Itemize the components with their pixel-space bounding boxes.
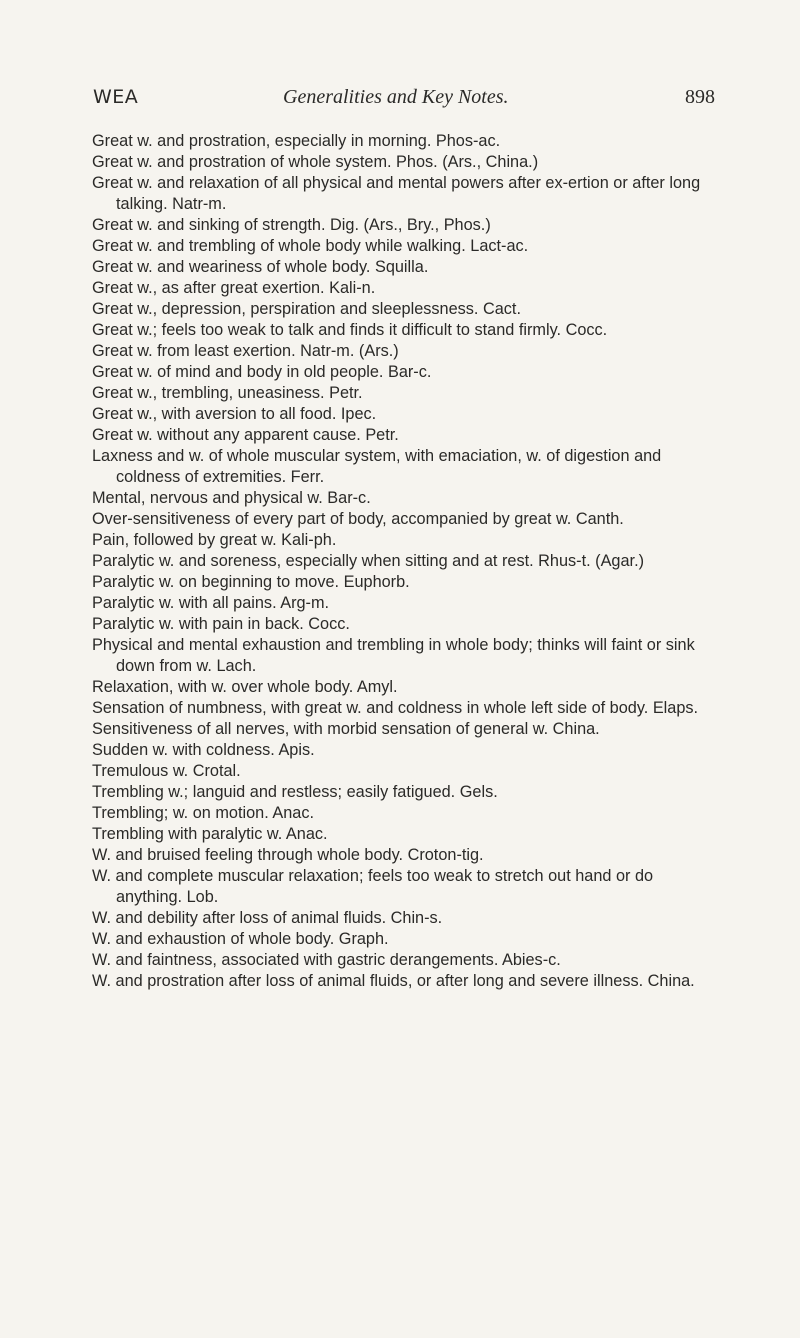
list-item: Sudden w. with coldness. Apis. (92, 741, 315, 759)
section-title: Generalities and Key Notes. (283, 86, 509, 108)
list-item: Tremulous w. Crotal. (92, 762, 241, 780)
list-item: Trembling; w. on motion. Anac. (92, 804, 315, 822)
list-item: Mental, nervous and physical w. Bar-c. (92, 489, 371, 507)
list-item: Great w. and relaxation of all physical and mental powers after ex-ertion or after long talking. Natr-m. (92, 174, 701, 213)
list-item: Great w. of mind and body in old people. Bar-c. (92, 363, 432, 381)
list-item: Trembling w.; languid and restless; easily fatigued. Gels. (92, 783, 498, 801)
list-item: Great w. and trembling of whole body while walking. Lact-ac. (92, 237, 529, 255)
list-item: Great w., trembling, uneasiness. Petr. (92, 384, 363, 402)
list-item: Sensitiveness of all nerves, with morbid sensation of general w. China. (92, 720, 600, 738)
list-item: Great w. and sinking of strength. Dig. (Ars., Bry., Phos.) (92, 216, 491, 234)
list-item: Paralytic w. with pain in back. Cocc. (92, 615, 350, 633)
list-item: Great w.; feels too weak to talk and finds it difficult to stand firmly. Cocc. (92, 321, 608, 339)
list-item: Great w., depression, perspiration and sleeplessness. Cact. (92, 300, 521, 318)
list-item: W. and debility after loss of animal fluids. Chin-s. (92, 909, 443, 927)
list-item: Physical and mental exhaustion and trembling in whole body; thinks will faint or sink down from w. Lach. (92, 636, 695, 675)
list-item: W. and exhaustion of whole body. Graph. (92, 930, 389, 948)
list-item: Paralytic w. with all pains. Arg-m. (92, 594, 330, 612)
list-item: W. and complete muscular relaxation; feels too weak to stretch out hand or do anything. Lob. (92, 867, 654, 906)
guide-word: WEA (93, 86, 139, 108)
list-item: Great w. and prostration of whole system. Phos. (Ars., China.) (92, 153, 539, 171)
list-item: Trembling with paralytic w. Anac. (92, 825, 328, 843)
list-item: Relaxation, with w. over whole body. Amyl. (92, 678, 398, 696)
list-item: Pain, followed by great w. Kali-ph. (92, 531, 337, 549)
list-item: Great w. without any apparent cause. Petr. (92, 426, 399, 444)
running-header (93, 86, 715, 114)
list-item: Great w., as after great exertion. Kali-n. (92, 279, 376, 297)
list-item: W. and faintness, associated with gastric derangements. Abies-c. (92, 951, 561, 969)
list-item: Laxness and w. of whole muscular system, with emaciation, w. of digestion and coldness of extremities. Ferr. (92, 447, 662, 486)
entry-list (92, 131, 722, 992)
list-item: Great w., with aversion to all food. Ipec. (92, 405, 377, 423)
list-item: Sensation of numbness, with great w. and coldness in whole left side of body. Elaps. (92, 699, 699, 717)
list-item: Great w. from least exertion. Natr-m. (Ars.) (92, 342, 399, 360)
list-item: Over-sensitiveness of every part of body, accompanied by great w. Canth. (92, 510, 624, 528)
list-item: Paralytic w. on beginning to move. Euphorb. (92, 573, 410, 591)
list-item: W. and bruised feeling through whole body. Croton-tig. (92, 846, 484, 864)
list-item: W. and prostration after loss of animal fluids, or after long and severe illness. China. (92, 972, 695, 990)
page-number: 898 (685, 86, 715, 108)
list-item: Great w. and prostration, especially in morning. Phos-ac. (92, 132, 501, 150)
list-item: Great w. and weariness of whole body. Squilla. (92, 258, 429, 276)
list-item: Paralytic w. and soreness, especially when sitting and at rest. Rhus-t. (Agar.) (92, 552, 645, 570)
